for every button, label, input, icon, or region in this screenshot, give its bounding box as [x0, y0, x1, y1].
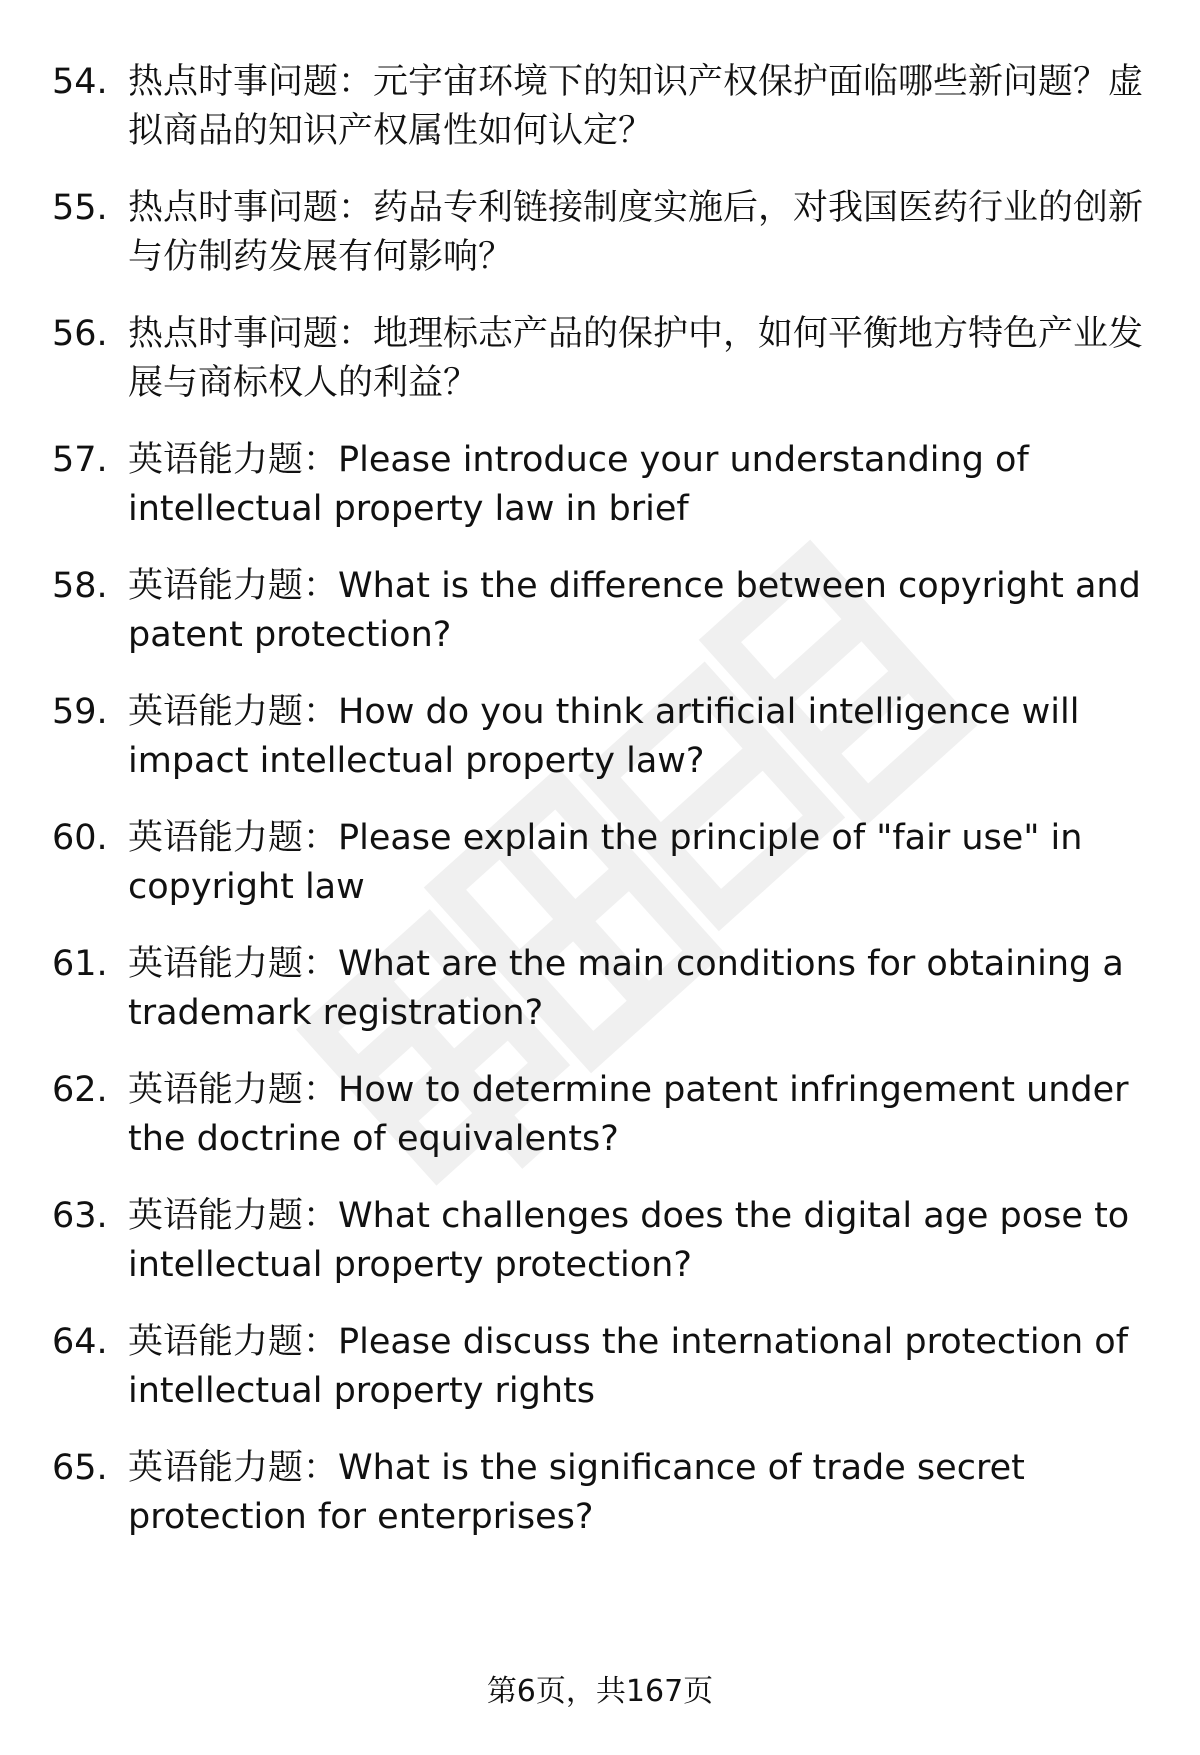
- question-item: [52, 562, 1152, 660]
- question-item: [52, 184, 1152, 282]
- question-text: 英语能力题：What challenges does the digital age pose to intellectual property protection?: [128, 1196, 1130, 1285]
- question-number: 59.: [52, 692, 108, 732]
- question-number: 62.: [52, 1070, 108, 1110]
- question-number: 65.: [52, 1448, 108, 1488]
- question-text: 英语能力题：What are the main conditions for obtaining a trademark registration?: [128, 944, 1124, 1033]
- question-text: 热点时事问题：元宇宙环境下的知识产权保护面临哪些新问题？虚拟商品的知识产权属性如何认定？: [128, 62, 1144, 151]
- question-text: 英语能力题：Please explain the principle of "fair use" in copyright law: [128, 818, 1083, 907]
- question-item: [52, 310, 1152, 408]
- question-number: 58.: [52, 566, 108, 606]
- question-text: 英语能力题：What is the significance of trade secret protection for enterprises?: [128, 1448, 1025, 1537]
- question-number: 54.: [52, 62, 108, 102]
- question-text: 热点时事问题：地理标志产品的保护中，如何平衡地方特色产业发展与商标权人的利益？: [128, 314, 1144, 403]
- question-text: 英语能力题：Please discuss the international protection of intellectual property rights: [128, 1322, 1129, 1411]
- question-text: 英语能力题：How to determine patent infringement under the doctrine of equivalents?: [128, 1070, 1129, 1159]
- question-number: 61.: [52, 944, 108, 984]
- question-item: [52, 1444, 1152, 1542]
- question-item: [52, 58, 1152, 156]
- question-number: 57.: [52, 440, 108, 480]
- question-item: [52, 1066, 1152, 1164]
- question-text: 热点时事问题：药品专利链接制度实施后，对我国医药行业的创新与仿制药发展有何影响？: [128, 188, 1144, 277]
- question-item: [52, 1318, 1152, 1416]
- question-number: 60.: [52, 818, 108, 858]
- question-list: [52, 58, 1152, 1570]
- question-item: [52, 1192, 1152, 1290]
- question-text: 英语能力题：How do you think artificial intelligence will impact intellectual property law?: [128, 692, 1080, 781]
- question-text: 英语能力题：Please introduce your understanding of intellectual property law in brief: [128, 440, 1029, 529]
- question-item: [52, 940, 1152, 1038]
- question-item: [52, 688, 1152, 786]
- question-item: [52, 436, 1152, 534]
- question-text: 英语能力题：What is the difference between copyright and patent protection?: [128, 566, 1141, 655]
- page-footer: 第6页，共167页: [486, 1674, 714, 1709]
- question-item: [52, 814, 1152, 912]
- question-number: 55.: [52, 188, 108, 228]
- question-number: 63.: [52, 1196, 108, 1236]
- question-number: 64.: [52, 1322, 108, 1362]
- question-number: 56.: [52, 314, 108, 354]
